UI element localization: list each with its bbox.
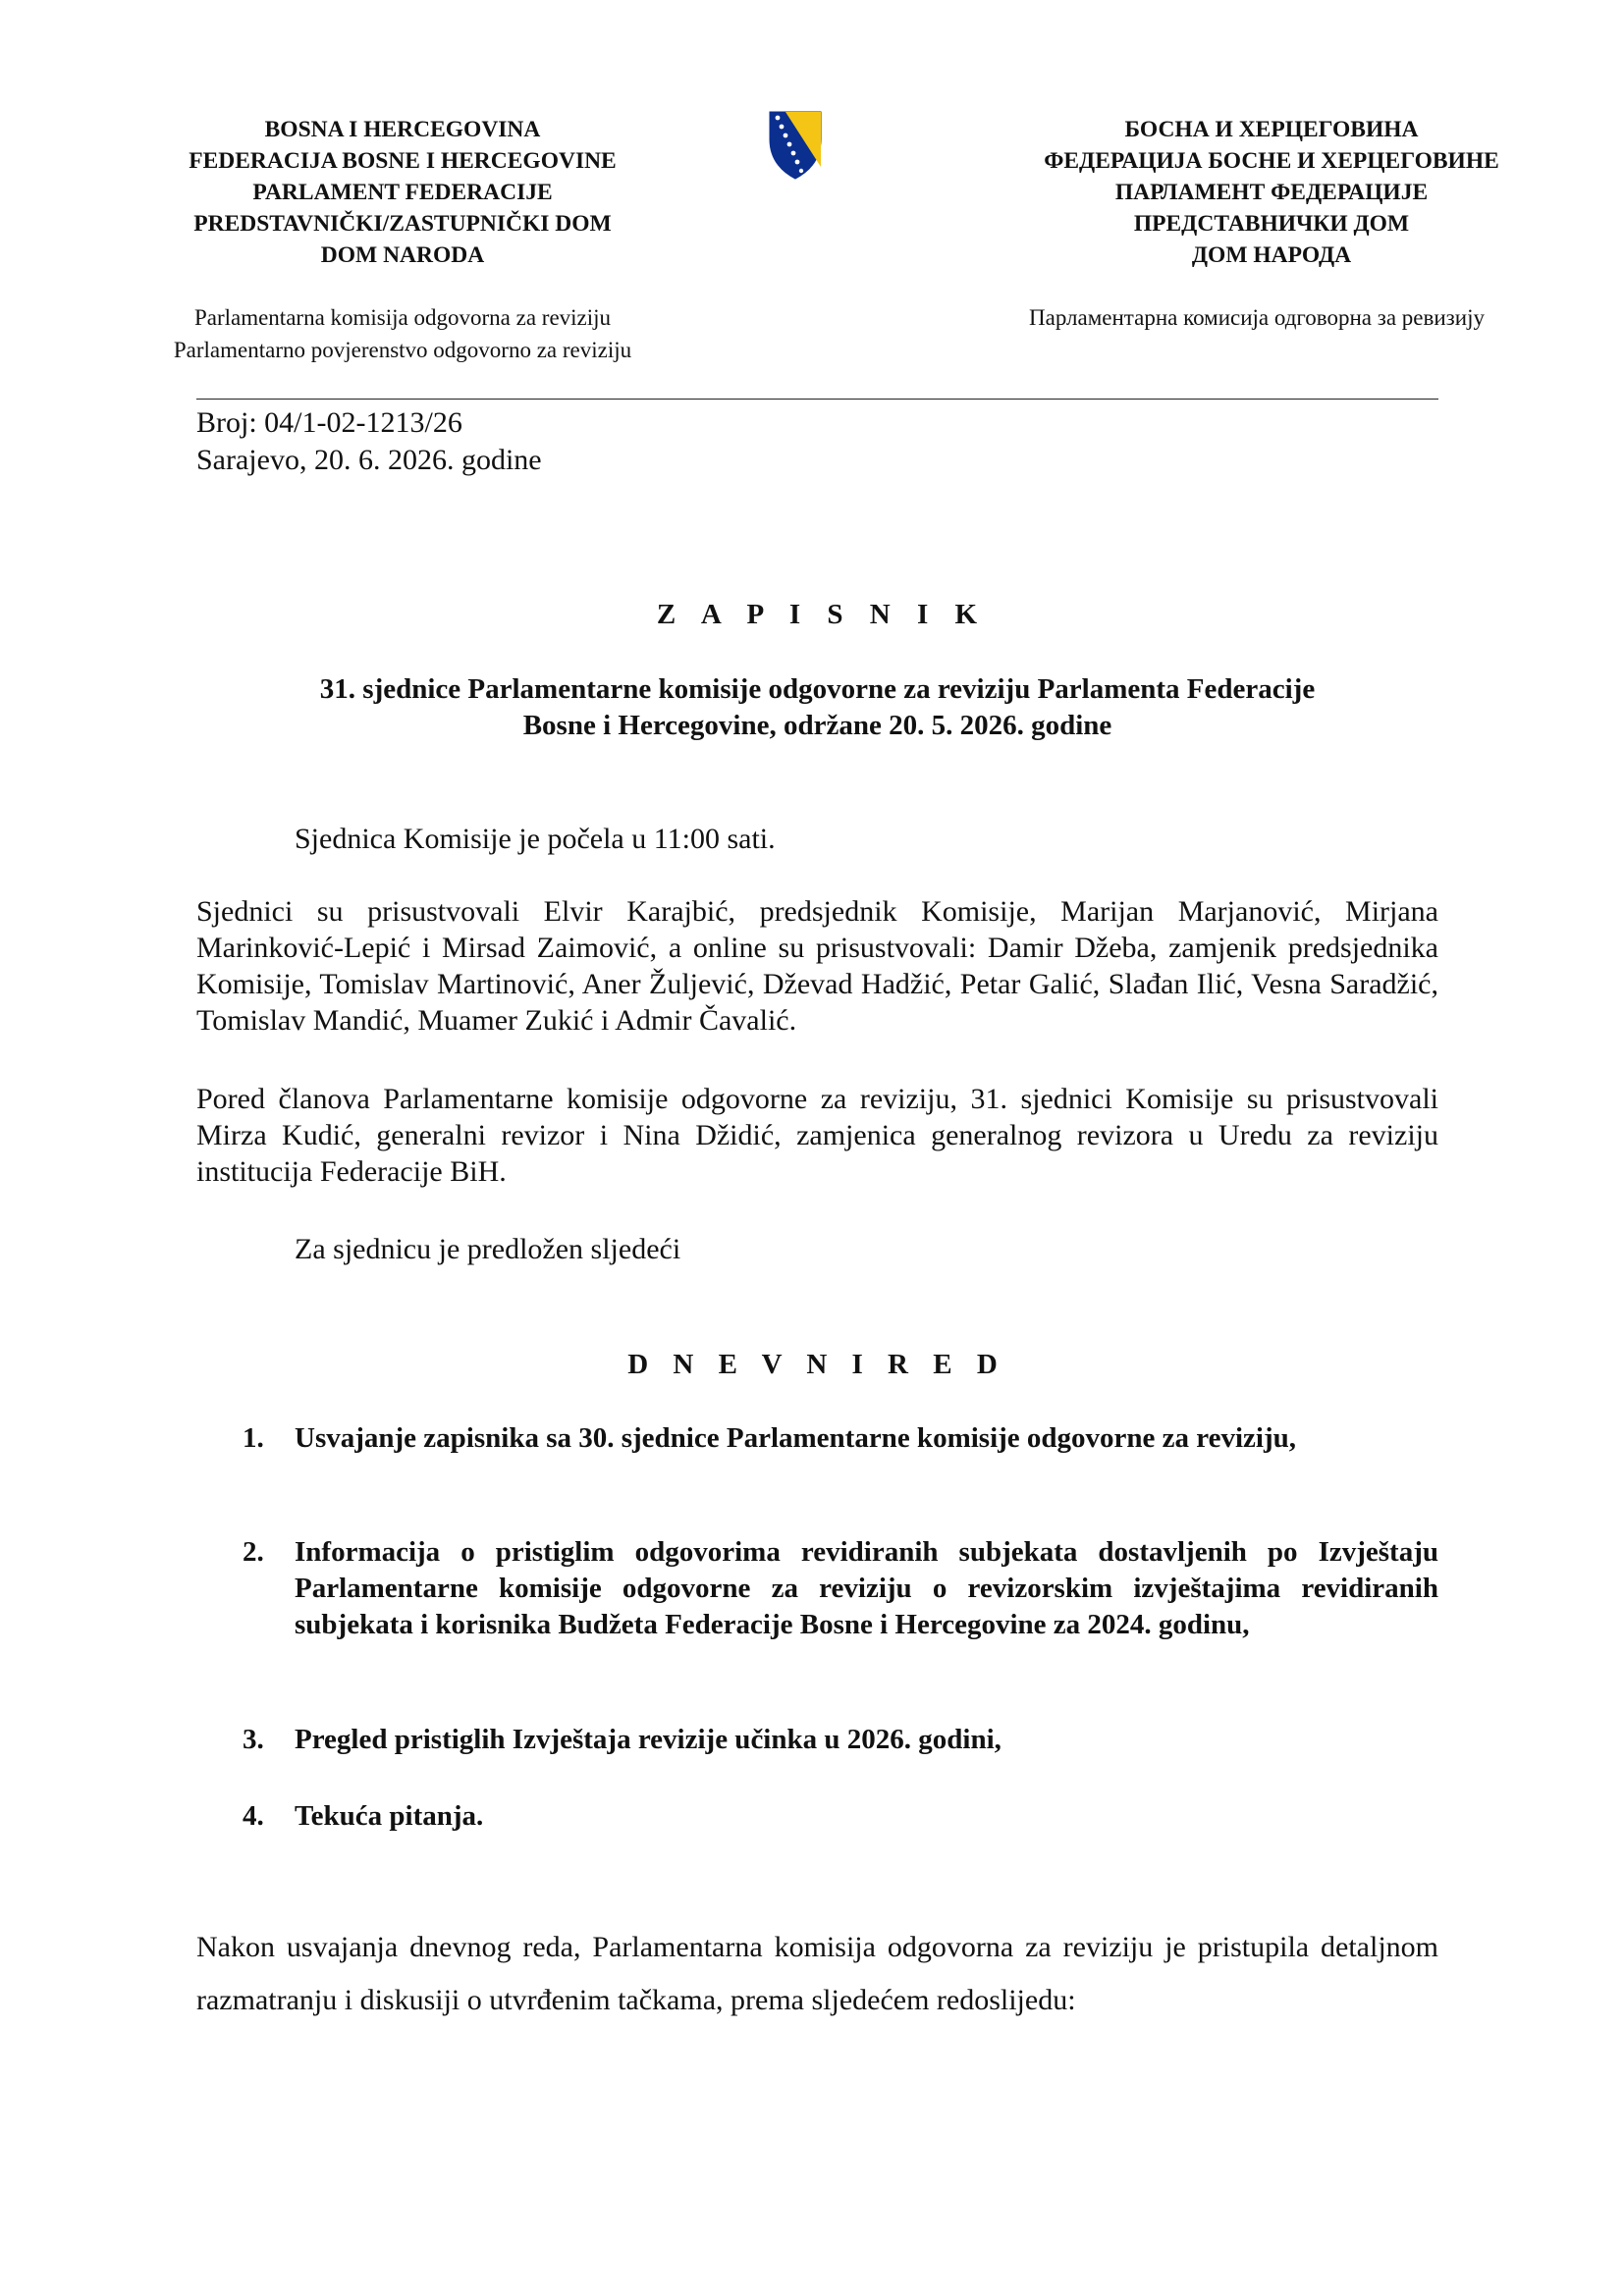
header-right-line: ФЕДЕРАЦИЈА БОСНЕ И ХЕРЦЕГОВИНЕ: [1044, 148, 1499, 174]
header-right-line: ПРЕДСТАВНИЧКИ ДОМ: [1133, 211, 1410, 237]
agenda-item-number: 1.: [243, 1422, 264, 1454]
subtitle-line: Bosne i Hercegovine, održane 20. 5. 2026. godine: [522, 710, 1112, 741]
header-right-line: ПАРЛАМЕНТ ФЕДЕРАЦИЈЕ: [1114, 180, 1429, 205]
document-number: Broj: 04/1-02-1213/26: [196, 406, 462, 439]
agenda-item-number: 2.: [243, 1536, 264, 1568]
agenda-intro-paragraph: Za sjednicu je predložen sljedeći: [295, 1233, 681, 1265]
session-start-paragraph: Sjednica Komisije je počela u 11:00 sati.: [295, 823, 776, 855]
bih-coat-of-arms-icon: [768, 110, 823, 181]
subtitle-line: 31. sjednice Parlamentarne komisije odgovorne za reviziju Parlamenta Federacije: [319, 673, 1316, 705]
header-left-latin: [137, 114, 668, 271]
header-left-line: BOSNA I HERCEGOVINA: [264, 117, 541, 142]
committee-name-cyrillic: [952, 301, 1561, 334]
agenda-item-number: 4.: [243, 1800, 264, 1832]
header-right-line: БОСНА И ХЕРЦЕГОВИНА: [1124, 117, 1419, 142]
guests-paragraph: Pored članova Parlamentarne komisije odgovorne za reviziju, 31. sjednici Komisije su prisustvovali Mirza Kudić, generalni revizor i Nina Džidić, zamjenica generalnog revizora u Uredu za reviziju institucija Federacije BiH.: [196, 1083, 1438, 1188]
agenda-title: D N E V N I R E D: [627, 1349, 1006, 1380]
header-left-line: DOM NARODA: [320, 242, 485, 268]
document-title: Z A P I S N I K: [656, 599, 988, 630]
header-left-line: PARLAMENT FEDERACIJE: [252, 180, 553, 205]
agenda-item: [243, 1722, 1438, 1758]
committee-name-latin: [113, 301, 692, 366]
header-left-line: FEDERACIJA BOSNE I HERCEGOVINE: [189, 148, 617, 174]
agenda-item-text: Informacija o pristiglim odgovorima revidiranih subjekata dostavljenih po Izvještaju Parlamentarne komisije odgovorne za reviziju o revizorskim izvještajima revidiranih subjekata i korisnika Budžeta Federacije Bosne i Hercegovine za 2024. godinu,: [295, 1536, 1438, 1640]
agenda-item-text: Usvajanje zapisnika sa 30. sjednice Parlamentarne komisije odgovorne za reviziju,: [295, 1422, 1297, 1454]
attendance-paragraph: Sjednici su prisustvovali Elvir Karajbić, predsjednik Komisije, Marijan Marjanović, Mirjana Marinković-Lepić i Mirsad Zaimović, a online su prisustvovali: Damir Džeba, zamjenik predsjednika Komisije, Tomislav Martinović, Aner Žuljević, Dževad Hadžić, Petar Galić, Slađan Ilić, Vesna Saradžić, Tomislav Mandić, Muamer Zukić i Admir Čavalić.: [196, 895, 1438, 1037]
document-subtitle: [196, 671, 1438, 744]
header-left-line: PREDSTAVNIČKI/ZASTUPNIČKI DOM: [193, 211, 612, 237]
header-divider: [196, 399, 1438, 400]
agenda-item: [243, 1798, 1438, 1835]
header-right-cyrillic: [982, 114, 1561, 271]
agenda-item-number: 3.: [243, 1724, 264, 1755]
committee-line: Парламентарна комисија одговорна за ревизију: [1029, 305, 1485, 330]
after-agenda-paragraph: Nakon usvajanja dnevnog reda, Parlamentarna komisija odgovorna za reviziju je pristupila detaljnom razmatranju i diskusiji o utvrđenim tačkama, prema sljedećem redoslijedu:: [196, 1931, 1438, 2016]
document-place-date: Sarajevo, 20. 6. 2026. godine: [196, 444, 542, 476]
committee-line: Parlamentarna komisija odgovorna za reviziju: [193, 305, 612, 330]
agenda-item-text: Tekuća pitanja.: [295, 1800, 484, 1832]
agenda-item: [243, 1420, 1438, 1457]
committee-line: Parlamentarno povjerenstvo odgovorno za reviziju: [173, 338, 632, 362]
header-right-line: ДОМ НАРОДА: [1191, 242, 1352, 268]
agenda-item: [243, 1534, 1438, 1643]
agenda-item-text: Pregled pristiglih Izvještaja revizije učinka u 2026. godini,: [295, 1724, 1001, 1755]
